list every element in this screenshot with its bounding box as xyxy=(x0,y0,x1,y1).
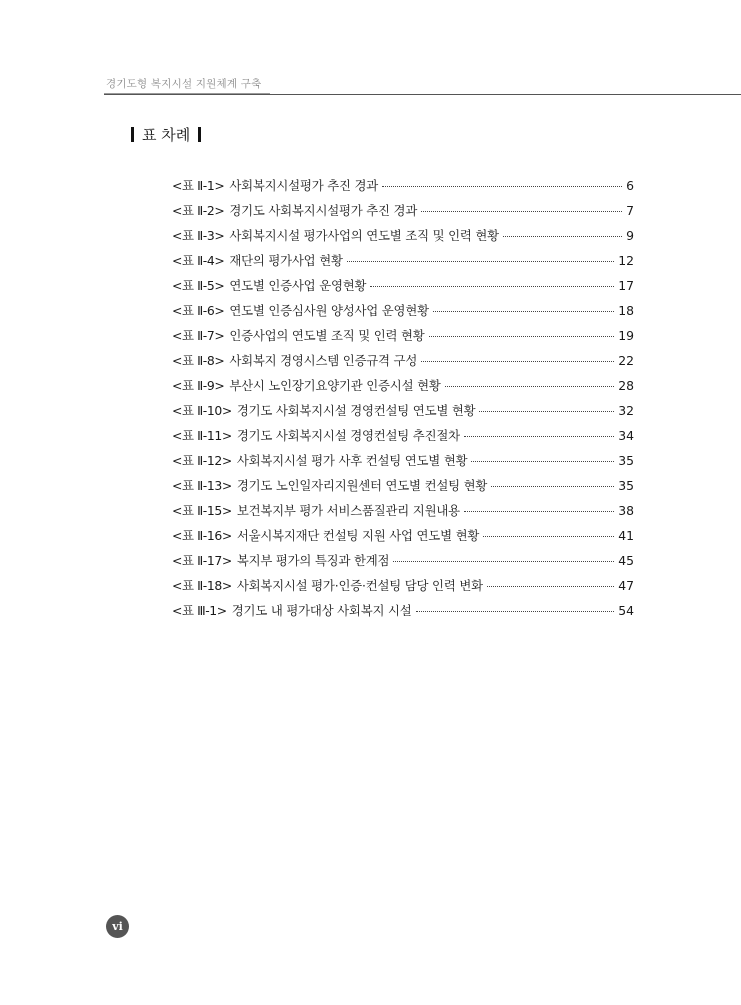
toc-leader-dots xyxy=(464,434,614,437)
toc-entry-label: <표 Ⅱ-3> xyxy=(172,228,225,243)
toc-entry-page: 35 xyxy=(618,478,634,493)
toc-entry-label: <표 Ⅱ-18> xyxy=(172,578,232,593)
toc-entry-page: 41 xyxy=(618,528,634,543)
toc-entry-label: <표 Ⅱ-8> xyxy=(172,353,225,368)
toc-entry-label: <표 Ⅱ-5> xyxy=(172,278,225,293)
toc-leader-dots xyxy=(382,184,622,187)
toc-entry-page: 45 xyxy=(618,553,634,568)
toc-entry-title: 사회복지시설 평가 사후 컨설팅 연도별 현황 xyxy=(236,453,468,468)
toc-leader-dots xyxy=(370,284,614,287)
toc-entry-page: 34 xyxy=(618,428,634,443)
toc-leader-dots xyxy=(503,234,622,237)
toc-entry-label: <표 Ⅱ-7> xyxy=(172,328,225,343)
toc-entry[interactable] xyxy=(172,376,634,401)
toc-entry[interactable] xyxy=(172,301,634,326)
toc-entry-page: 7 xyxy=(626,203,634,218)
toc-entry-title: 경기도 사회복지시설평가 추진 경과 xyxy=(229,203,418,218)
toc-entry[interactable] xyxy=(172,351,634,376)
toc-leader-dots xyxy=(483,534,614,537)
toc-leader-dots xyxy=(416,609,615,612)
toc-entry[interactable] xyxy=(172,476,634,501)
toc-entry-title: 보건복지부 평가 서비스품질관리 지원내용 xyxy=(236,503,460,518)
toc-entry-label: <표 Ⅱ-2> xyxy=(172,203,225,218)
toc-entry[interactable] xyxy=(172,501,634,526)
toc-entry-label: <표 Ⅱ-17> xyxy=(172,553,232,568)
toc-entry-title: 경기도 사회복지시설 경영컨설팅 추진절차 xyxy=(236,428,460,443)
toc-leader-dots xyxy=(421,359,614,362)
toc-entry-label: <표 Ⅱ-13> xyxy=(172,478,232,493)
toc-entry-page: 32 xyxy=(618,403,634,418)
toc-leader-dots xyxy=(479,409,614,412)
toc-entry-label: <표 Ⅱ-1> xyxy=(172,178,225,193)
toc-entry-page: 6 xyxy=(626,178,634,193)
toc-entry-page: 54 xyxy=(618,603,634,618)
title-bar-right xyxy=(198,127,201,142)
toc-leader-dots xyxy=(487,584,614,587)
title-bar-left xyxy=(131,127,134,142)
toc-entry-page: 9 xyxy=(626,228,634,243)
toc-leader-dots xyxy=(445,384,615,387)
toc-entry-title: 재단의 평가사업 현황 xyxy=(229,253,343,268)
toc-leader-dots xyxy=(347,259,614,262)
toc-entry-title: 복지부 평가의 특징과 한계점 xyxy=(236,553,390,568)
toc-entry[interactable] xyxy=(172,451,634,476)
running-header: 경기도형 복지시설 지원체계 구축 xyxy=(106,78,262,90)
toc-entry-page: 35 xyxy=(618,453,634,468)
toc-entry-label: <표 Ⅱ-10> xyxy=(172,403,232,418)
toc-entry-title: 연도별 인증심사원 양성사업 운영현황 xyxy=(229,303,429,318)
toc-entry-title: 사회복지 경영시스템 인증규격 구성 xyxy=(229,353,418,368)
toc-leader-dots xyxy=(491,484,614,487)
toc-leader-dots xyxy=(393,559,614,562)
toc-entry-label: <표 Ⅱ-4> xyxy=(172,253,225,268)
toc-entry-label: <표 Ⅲ-1> xyxy=(172,603,227,618)
toc-entry-page: 19 xyxy=(618,328,634,343)
toc-entry-page: 12 xyxy=(618,253,634,268)
toc-entry[interactable] xyxy=(172,576,634,601)
toc-entry-title: 경기도 사회복지시설 경영컨설팅 연도별 현황 xyxy=(236,403,476,418)
toc-entry-title: 경기도 내 평가대상 사회복지 시설 xyxy=(231,603,412,618)
toc-entry-label: <표 Ⅱ-6> xyxy=(172,303,225,318)
toc-entry-title: 연도별 인증사업 운영현황 xyxy=(229,278,367,293)
toc-entry-label: <표 Ⅱ-15> xyxy=(172,503,232,518)
page-number-badge: vi xyxy=(106,915,129,938)
toc-entry-page: 28 xyxy=(618,378,634,393)
toc-entry-page: 47 xyxy=(618,578,634,593)
toc-entry-label: <표 Ⅱ-11> xyxy=(172,428,232,443)
toc-entry[interactable] xyxy=(172,401,634,426)
toc-leader-dots xyxy=(464,509,614,512)
toc-entry[interactable] xyxy=(172,176,634,201)
toc-entry[interactable] xyxy=(172,326,634,351)
toc-entry-label: <표 Ⅱ-16> xyxy=(172,528,232,543)
toc-leader-dots xyxy=(429,334,615,337)
toc-entry-title: 사회복지시설평가 추진 경과 xyxy=(229,178,379,193)
toc-entry-page: 38 xyxy=(618,503,634,518)
toc-entry[interactable] xyxy=(172,226,634,251)
toc-entry-title: 부산시 노인장기요양기관 인증시설 현황 xyxy=(229,378,441,393)
toc-entry-label: <표 Ⅱ-9> xyxy=(172,378,225,393)
toc-leader-dots xyxy=(471,459,614,462)
toc-entry-page: 22 xyxy=(618,353,634,368)
toc-leader-dots xyxy=(421,209,622,212)
toc-entry[interactable] xyxy=(172,251,634,276)
toc-entry-title: 인증사업의 연도별 조직 및 인력 현황 xyxy=(229,328,425,343)
section-title-text: 표 차례 xyxy=(142,126,191,144)
toc-entry-title: 경기도 노인일자리지원센터 연도별 컨설팅 현황 xyxy=(236,478,488,493)
toc-entry[interactable] xyxy=(172,426,634,451)
toc-entry-label: <표 Ⅱ-12> xyxy=(172,453,232,468)
toc-entry-title: 사회복지시설 평가사업의 연도별 조직 및 인력 현황 xyxy=(229,228,499,243)
header-rule xyxy=(104,94,741,95)
table-of-contents xyxy=(172,176,634,626)
toc-entry[interactable] xyxy=(172,276,634,301)
toc-entry-title: 사회복지시설 평가·인증·컨설팅 담당 인력 변화 xyxy=(236,578,483,593)
toc-leader-dots xyxy=(433,309,614,312)
toc-entry[interactable] xyxy=(172,526,634,551)
section-title xyxy=(131,124,201,145)
toc-entry[interactable] xyxy=(172,201,634,226)
toc-entry-title: 서울시복지재단 컨설팅 지원 사업 연도별 현황 xyxy=(236,528,480,543)
toc-entry-page: 17 xyxy=(618,278,634,293)
toc-entry[interactable] xyxy=(172,551,634,576)
toc-entry[interactable] xyxy=(172,601,634,626)
toc-entry-page: 18 xyxy=(618,303,634,318)
